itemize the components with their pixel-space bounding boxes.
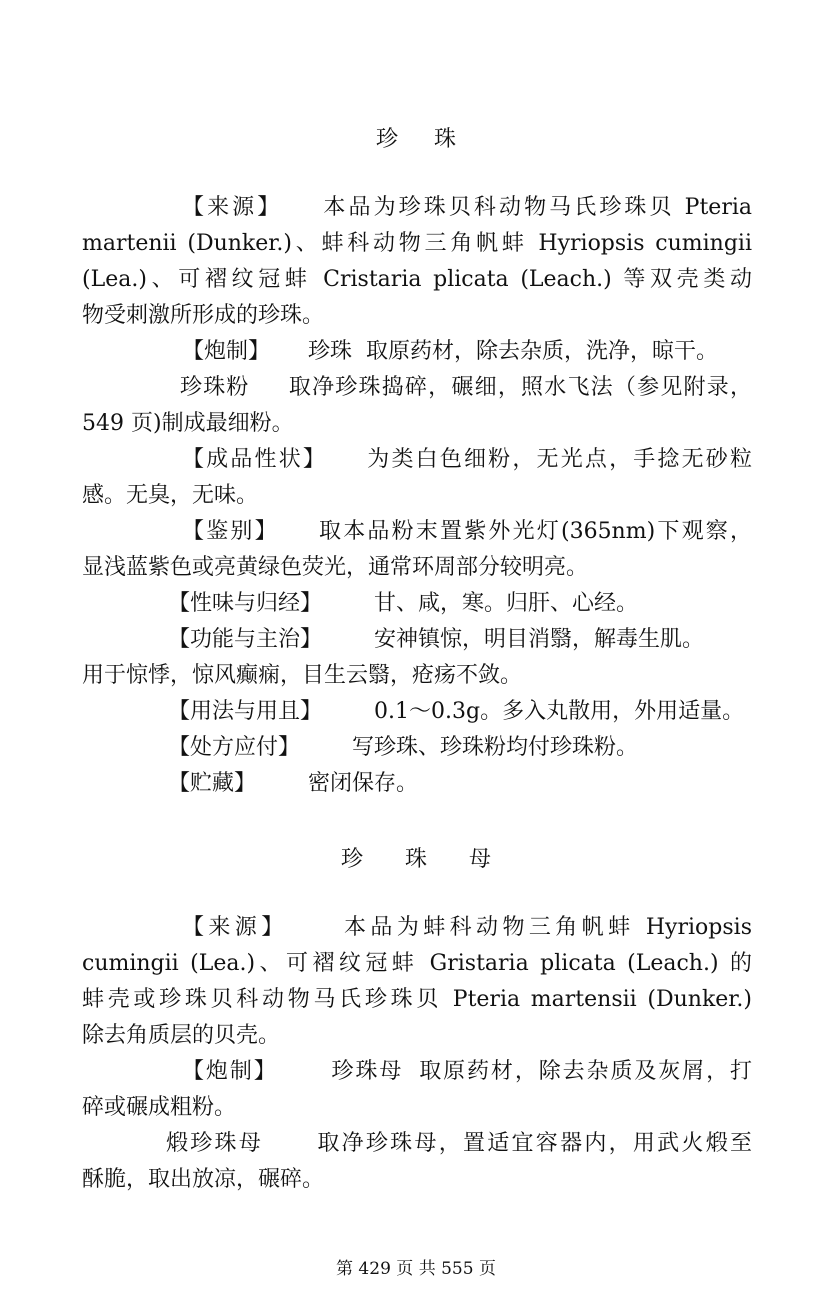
line-text: 安神镇惊，明目消翳，解毒生肌。 (374, 627, 705, 652)
field-label-source: 【来源】 (182, 195, 283, 220)
paragraph-line (82, 265, 752, 295)
title-char: 母 (469, 847, 492, 872)
paragraph-line (82, 589, 752, 619)
paragraph-line (82, 445, 752, 475)
line-text: 显浅蓝紫色或亮黄绿色荧光，通常环周部分较明亮。 (82, 555, 589, 580)
paragraph-line (82, 733, 752, 763)
line-text: 本品为珍珠贝科动物马氏珍珠贝 Pteria (320, 195, 752, 220)
section-title-zhenzhumu (0, 842, 832, 873)
paragraph-line (82, 661, 752, 691)
line-text: 密闭保存。 (308, 771, 419, 796)
field-label-storage: 【贮藏】 (168, 771, 257, 796)
title-char: 珍 (340, 847, 363, 872)
processing-item: 珍珠 (308, 339, 353, 364)
field-label-identification: 【鉴别】 (182, 519, 279, 544)
paragraph-line (82, 1165, 752, 1195)
processing-item: 珍珠母 (329, 1059, 404, 1084)
line-text: 甘、咸，寒。归肝、心经。 (374, 591, 639, 616)
paragraph-line (82, 373, 752, 403)
line-text: 取原药材，除去杂质及灰屑，打 (417, 1059, 752, 1084)
paragraph-line (82, 301, 752, 331)
line-text: (Lea.)、可褶纹冠蚌 Cristaria plicata (Leach.) 等双壳类动 (82, 267, 752, 292)
paragraph-line (82, 337, 752, 367)
field-label-nature-meridian: 【性味与归经】 (168, 591, 323, 616)
paragraph-line (82, 913, 752, 943)
paragraph-line (82, 1093, 752, 1123)
paragraph-line (82, 553, 752, 583)
field-label-usage-dosage: 【用法与用且】 (168, 699, 323, 724)
processing-item: 珍珠粉 (180, 375, 250, 400)
paragraph-line (82, 1057, 752, 1087)
line-text: 549 页)制成最细粉。 (82, 411, 294, 436)
line-text: 物受刺激所形成的珍珠。 (82, 303, 325, 328)
processing-item: 煅珍珠母 (166, 1131, 264, 1156)
line-text: 本品为蚌科动物三角帆蚌 Hyriopsis (339, 915, 752, 940)
paragraph-line (82, 229, 752, 259)
paragraph-line (82, 1021, 752, 1051)
title-char: 珠 (434, 127, 457, 152)
line-text: 酥脆，取出放凉，碾碎。 (82, 1167, 325, 1192)
paragraph-line (82, 949, 752, 979)
title-char: 珍 (375, 127, 398, 152)
field-label-properties: 【成品性状】 (182, 447, 328, 472)
line-text: 碎或碾成粗粉。 (82, 1095, 237, 1120)
field-label-source: 【来源】 (182, 915, 288, 940)
line-text: 0.1～0.3g。多入丸散用，外用适量。 (374, 699, 745, 724)
paragraph-line (82, 697, 752, 727)
line-text: 取净珍珠捣碎，碾细，照水飞法（参见附录， (287, 375, 752, 400)
line-text: martenii (Dunker.)、蚌科动物三角帆蚌 Hyriopsis cumingii (82, 231, 752, 256)
paragraph-line (82, 769, 752, 799)
line-text: 取净珍珠母，置适宜容器内，用武火煅至 (315, 1131, 752, 1156)
line-text: 蚌壳或珍珠贝科动物马氏珍珠贝 Pteria martensii (Dunker.) (82, 987, 752, 1012)
paragraph-line (82, 1129, 752, 1159)
section-title-zhenzhu (0, 122, 832, 153)
line-text: 用于惊悸，惊风癫痫，目生云翳，疮疡不敛。 (82, 663, 523, 688)
paragraph-line (82, 481, 752, 511)
line-text: 除去角质层的贝壳。 (82, 1023, 281, 1048)
title-char: 珠 (404, 847, 427, 872)
field-label-processing: 【炮制】 (182, 1059, 278, 1084)
field-label-function-indication: 【功能与主治】 (168, 627, 323, 652)
field-label-prescription: 【处方应付】 (168, 735, 301, 760)
field-label-processing: 【炮制】 (182, 339, 271, 364)
line-text: 取原药材，除去杂质，洗净，晾干。 (366, 339, 719, 364)
paragraph-line (82, 517, 752, 547)
paragraph-line (82, 625, 752, 655)
page-number-footer: 第 429 页 共 555 页 (336, 1259, 496, 1279)
paragraph-line (82, 193, 752, 223)
paragraph-line (82, 985, 752, 1015)
line-text: 为类白色细粉，无光点，手捻无砂粒 (365, 447, 752, 472)
line-text: 取本品粉末置紫外光灯(365nm)下观察， (316, 519, 752, 544)
line-text: 写珍珠、珍珠粉均付珍珠粉。 (352, 735, 639, 760)
line-text: 感。无臭，无味。 (82, 483, 259, 508)
paragraph-line (82, 409, 752, 439)
line-text: cumingii (Lea.)、可褶纹冠蚌 Gristaria plicata (Leach.) 的 (82, 951, 752, 976)
